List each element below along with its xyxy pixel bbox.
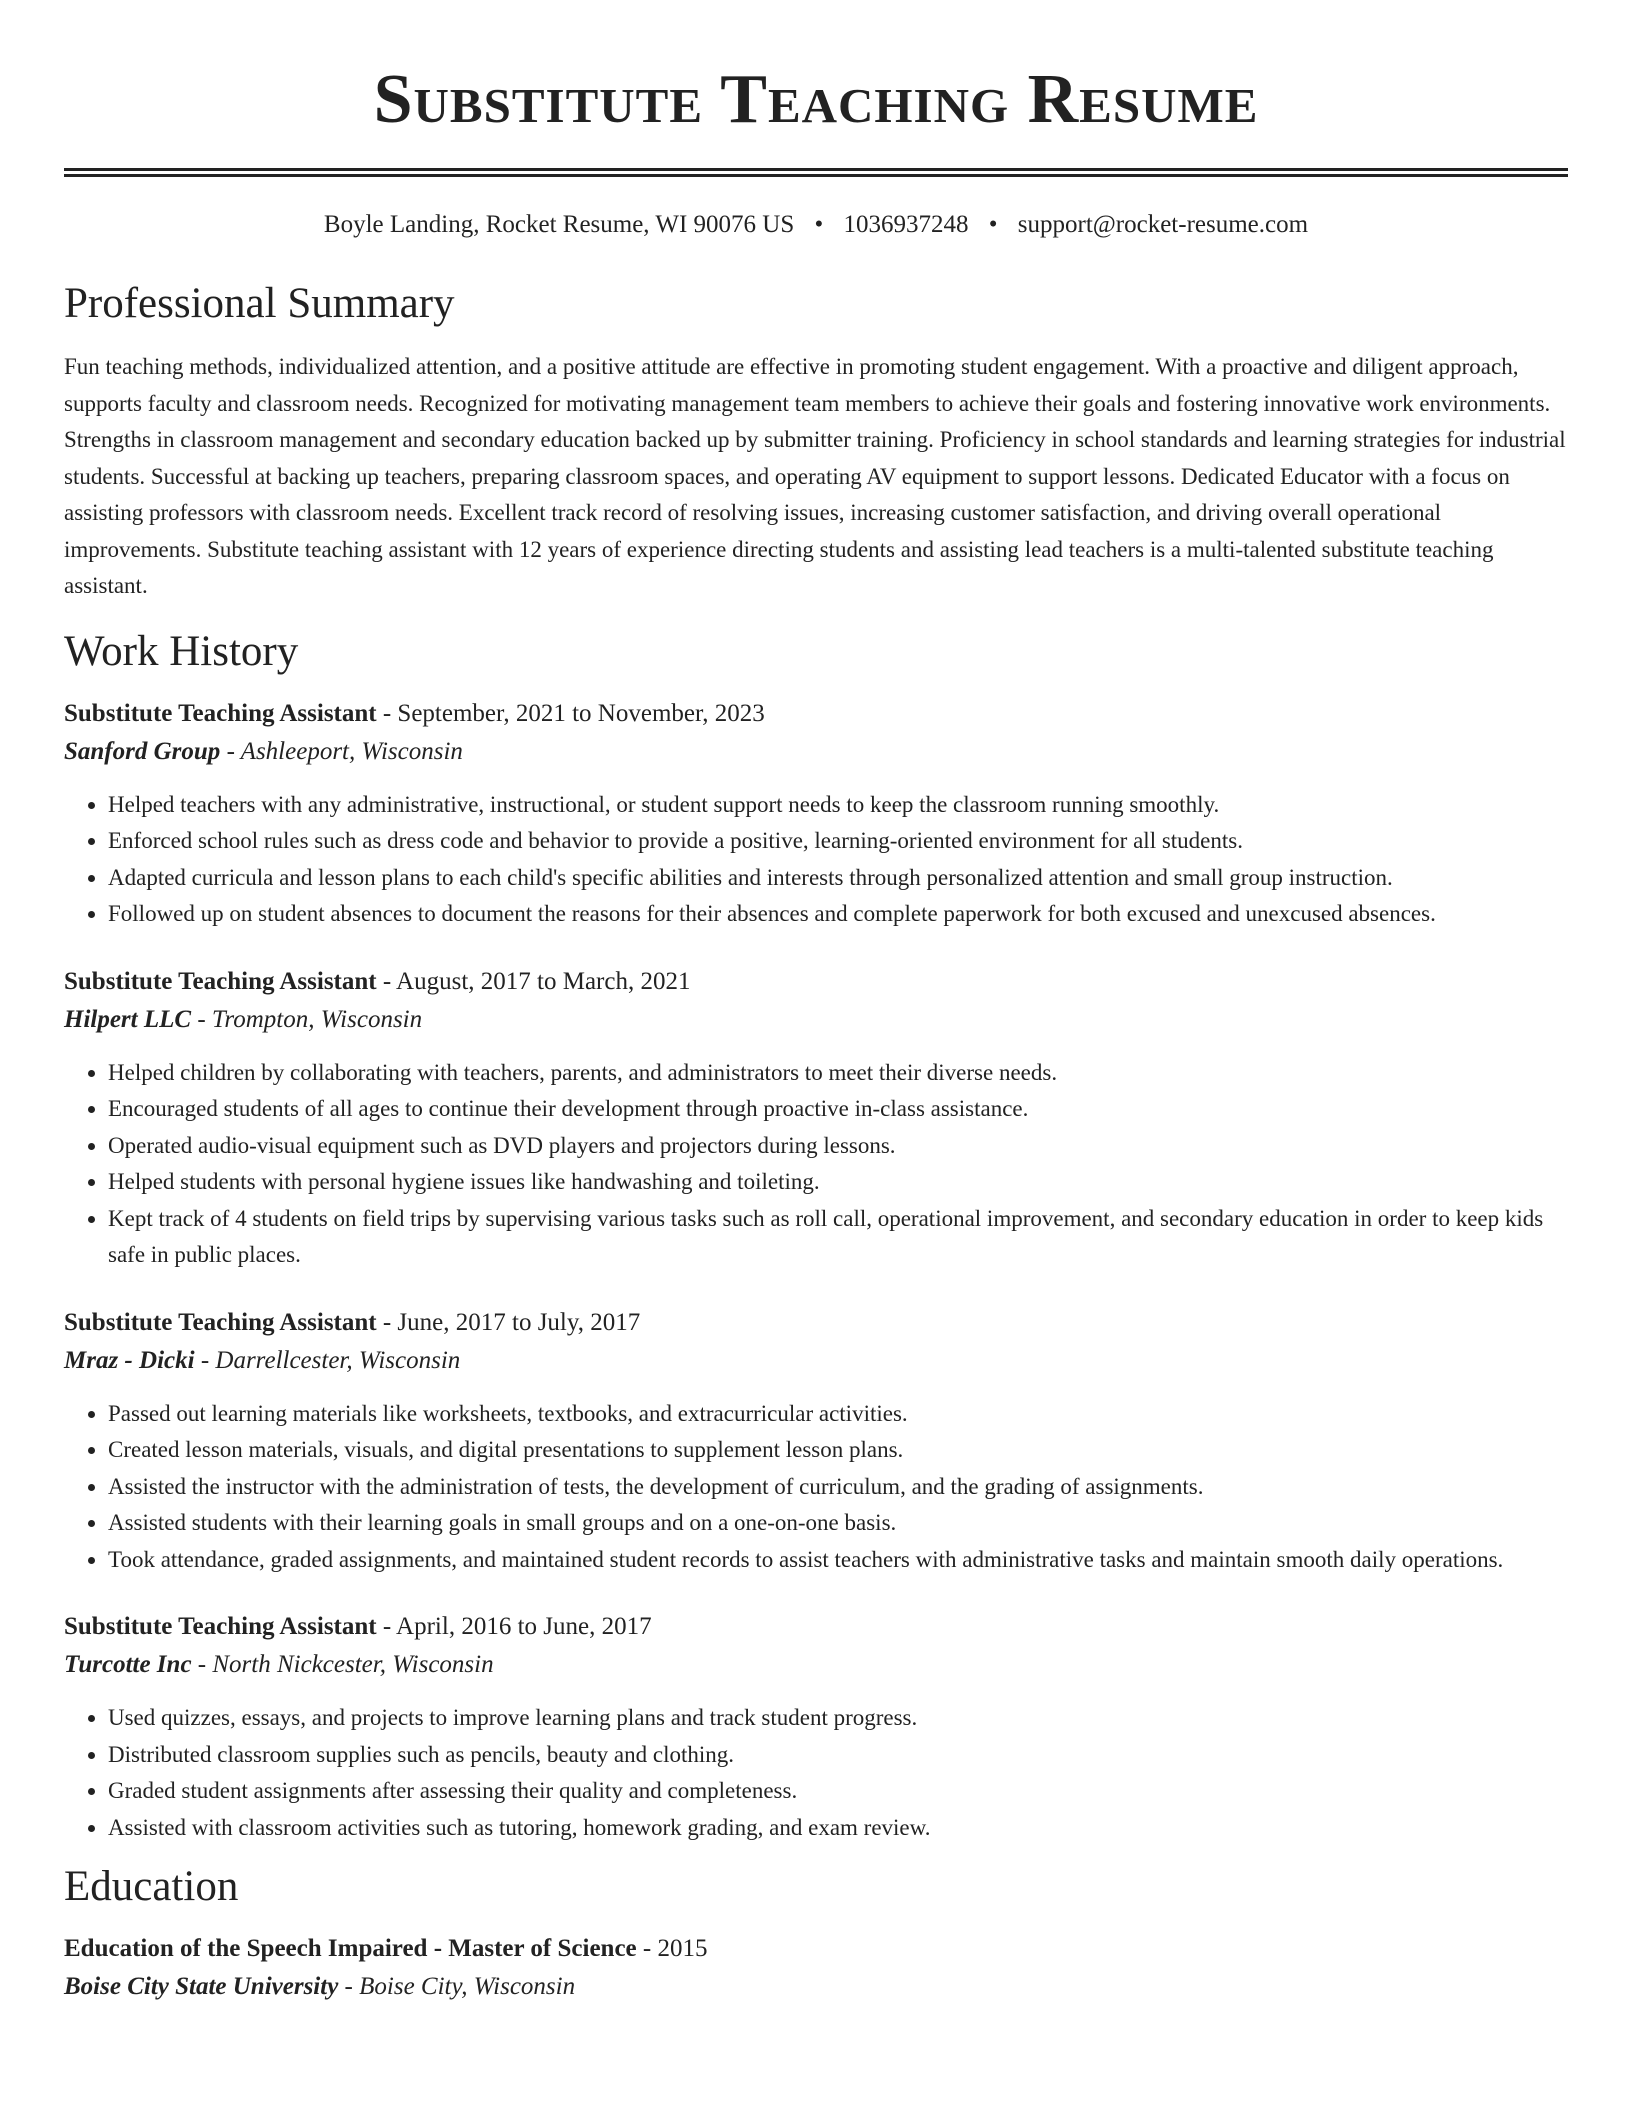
job-entry — [64, 1608, 1568, 1846]
job-entry — [64, 695, 1568, 933]
job-header — [64, 1608, 1568, 1646]
job-location: - Darrellcester, Wisconsin — [194, 1346, 461, 1374]
job-title: Substitute Teaching Assistant — [64, 699, 377, 727]
duty-item: • Operated audio-visual equipment such as DVD players and projectors during lessons. — [108, 1128, 1568, 1165]
job-header — [64, 963, 1568, 1001]
education-header — [64, 1930, 1568, 1968]
duty-item: • Created lesson materials, visuals, and digital presentations to supplement lesson plans. — [108, 1432, 1568, 1469]
job-company: Hilpert LLC — [64, 1005, 192, 1033]
job-company: Sanford Group — [64, 737, 221, 765]
job-title: Substitute Teaching Assistant — [64, 1613, 377, 1640]
job-location: - Ashleeport, Wisconsin — [220, 737, 463, 765]
job-title: Substitute Teaching Assistant — [64, 1308, 377, 1336]
work-history-heading: Work History — [64, 627, 299, 675]
duty-item: • Assisted students with their learning goals in small groups and on a one-on-one basis. — [108, 1505, 1568, 1542]
duty-item: • Kept track of 4 students on field trips by supervising various tasks such as roll call, operational improvement, and secondary education in order to keep kids safe in public places. — [108, 1201, 1568, 1274]
job-dates: - June, 2017 to July, 2017 — [376, 1308, 641, 1336]
duty-item: • Enforced school rules such as dress code and behavior to provide a positive, learning-oriented environment for all students. — [108, 823, 1568, 860]
education-school-line — [64, 1968, 1568, 2006]
duty-item: • Helped teachers with any administrative, instructional, or student support needs to keep the classroom running smoothly. — [108, 787, 1568, 824]
job-header — [64, 1304, 1568, 1342]
job-dates: - August, 2017 to March, 2021 — [376, 967, 691, 995]
job-dates: - September, 2021 to November, 2023 — [376, 699, 765, 727]
summary-heading: Professional Summary — [64, 280, 455, 327]
duty-item: • Helped students with personal hygiene issues like handwashing and toileting. — [108, 1164, 1568, 1201]
job-company-line — [64, 1342, 1568, 1380]
education-entry — [64, 1930, 1568, 2006]
job-dates: - April, 2016 to June, 2017 — [376, 1613, 652, 1640]
duty-item: • Distributed classroom supplies such as pencils, beauty and clothing. — [108, 1737, 1568, 1774]
duty-item: • Took attendance, graded assignments, and maintained student records to assist teachers with administrative tasks and maintain smooth daily operations. — [108, 1542, 1568, 1579]
job-company: Turcotte Inc — [64, 1651, 192, 1678]
job-company-line — [64, 733, 1568, 771]
duty-item: • Assisted the instructor with the administration of tests, the development of curriculum, and the grading of assignments. — [108, 1469, 1568, 1506]
job-location: - Trompton, Wisconsin — [191, 1005, 423, 1033]
duty-item: • Graded student assignments after assessing their quality and completeness. — [108, 1773, 1568, 1810]
title-divider — [64, 168, 1568, 177]
job-duties — [64, 1396, 1568, 1579]
education-location: - Boise City, Wisconsin — [338, 1973, 576, 2000]
contact-line — [64, 209, 1568, 241]
duty-item: • Encouraged students of all ages to continue their development through proactive in-class assistance. — [108, 1091, 1568, 1128]
duty-item: • Followed up on student absences to document the reasons for their absences and complete paperwork for both excused and unexcused absences. — [108, 896, 1568, 933]
job-entry — [64, 1304, 1568, 1579]
job-company-line — [64, 1646, 1568, 1684]
contact-phone: 1036937248 — [843, 211, 969, 238]
duty-item: • Passed out learning materials like worksheets, textbooks, and extracurricular activities. — [108, 1396, 1568, 1433]
duty-item: • Helped children by collaborating with teachers, parents, and administrators to meet their diverse needs. — [108, 1055, 1568, 1092]
duty-item: • Assisted with classroom activities such as tutoring, homework grading, and exam review. — [108, 1810, 1568, 1847]
duty-item: • Used quizzes, essays, and projects to improve learning plans and track student progress. — [108, 1700, 1568, 1737]
contact-email: support@rocket-resume.com — [1017, 211, 1309, 238]
job-header — [64, 695, 1568, 733]
duty-item: • Adapted curricula and lesson plans to each child's specific abilities and interests through personalized attention and small group instruction. — [108, 860, 1568, 897]
education-year: - 2015 — [636, 1935, 708, 1962]
job-entry — [64, 963, 1568, 1274]
education-school: Boise City State University — [64, 1973, 339, 2000]
job-duties — [64, 787, 1568, 933]
summary-text: Fun teaching methods, individualized attention, and a positive attitude are effective in promoting student engagement. With a proactive and diligent approach, supports faculty and classroom needs. Recognized for motivating management team members to achieve their goals and fostering innovative work environments. Strengths in classroom management and secondary education backed up by submitter training. Proficiency in school standards and learning strategies for industrial students. Successful at backing up teachers, preparing classroom spaces, and operating AV equipment to support lessons. Dedicated Educator with a focus on assisting professors with classroom needs. Excellent track record of resolving issues, increasing customer satisfaction, and driving overall operational improvements. Substitute teaching assistant with 12 years of experience directing students and assisting lead teachers is a multi-talented substitute teaching assistant. — [64, 354, 1566, 598]
contact-address: Boyle Landing, Rocket Resume, WI 90076 US — [323, 211, 795, 238]
job-location: - North Nickcester, Wisconsin — [191, 1651, 494, 1678]
job-company-line — [64, 1001, 1568, 1039]
job-duties — [64, 1055, 1568, 1274]
contact-separator: • — [814, 211, 824, 238]
resume-title: Substitute Teaching Resume — [373, 61, 1259, 138]
job-company: Mraz - Dicki — [64, 1346, 195, 1374]
education-heading: Education — [64, 1863, 239, 1910]
job-title: Substitute Teaching Assistant — [64, 967, 377, 995]
job-duties — [64, 1700, 1568, 1846]
contact-separator: • — [988, 211, 998, 238]
education-degree: Education of the Speech Impaired - Master of Science — [64, 1935, 637, 1962]
